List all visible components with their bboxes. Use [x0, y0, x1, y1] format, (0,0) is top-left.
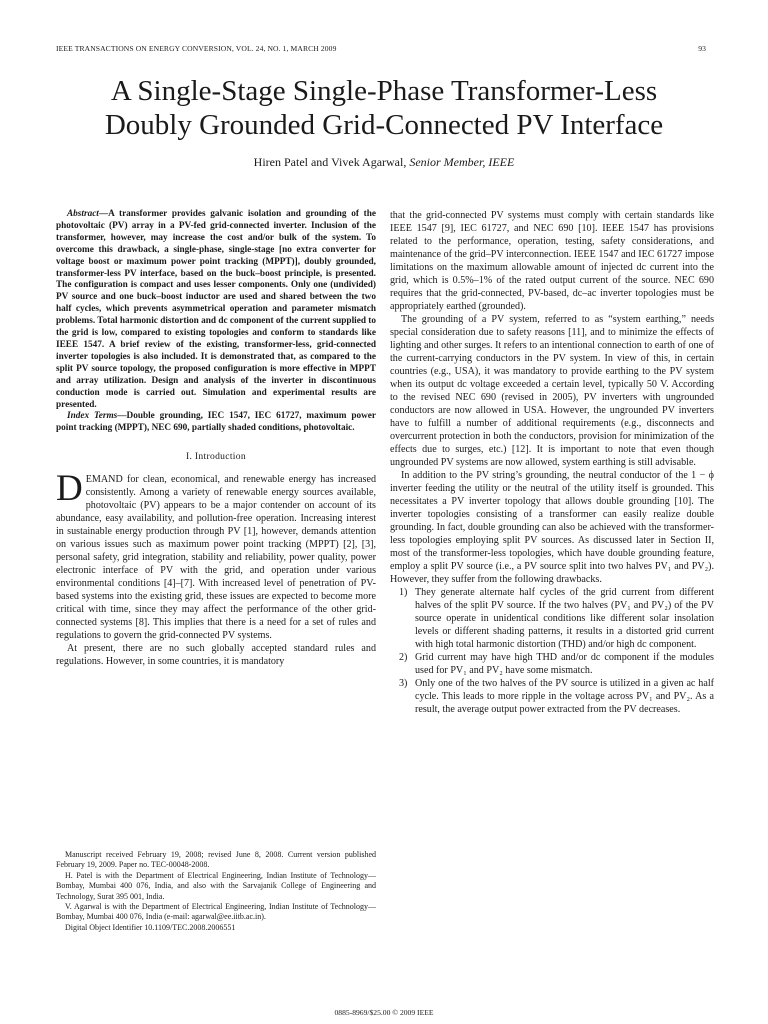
footnote-agarwal: V. Agarwal is with the Department of Electrical Engineering, Indian Institute of Technology—Bombay, Mumbai 400 076, India (e-mail: agarwal@ee.iitb.ac.in).: [56, 902, 376, 922]
page-number: 93: [698, 44, 706, 53]
footnote-patel: H. Patel is with the Department of Electrical Engineering, Indian Institute of Technology—Bombay, Mumbai 400 076, India, and also with the Sarvajanik College of Engineering and Technology, Surat 395 001, India.: [56, 870, 376, 901]
abstract-lead: Abstract: [67, 209, 99, 219]
index-terms-lead: Index Terms: [67, 411, 118, 422]
footnote-received: Manuscript received February 19, 2008; revised June 8, 2008. Current version published February 19, 2009. Paper no. TEC-00048-2008.: [56, 850, 376, 870]
title-line-2: Doubly Grounded Grid-Connected PV Interface: [104, 109, 664, 141]
author-line: [40, 155, 728, 170]
list-item-text: They generate alternate half cycles of the grid current from different halves of the split PV source. If the two halves (PV₁ and PV₂) of the PV source operate in unidentical conditions like different solar insolation levels or different shading patterns, it results in a distorted grid current with high total harmonic distortion (THD) and/or high dc component.: [415, 587, 714, 650]
drawbacks-list: [390, 586, 714, 716]
section-heading-introduction: I. Introduction: [186, 451, 246, 463]
right-paragraph-1: that the grid-connected PV systems must comply with certain standards like IEEE 1547 [9], IEC 61727, and NEC 690 [10]. IEEE 1547 has provisions related to the performance, operation, testing, safety considerations, and maintenance of the grid–PV interconnection. IEEE 1547 and IEC 61727 impose limitations on the maximum allowable amount of injected dc current into the grid, which is 0.5%–1% of the rated output current of the source. NEC 690 requires that the grid-connected, PV-based, dc–ac inverter topologies must be appropriately earthed (grounded).: [390, 210, 714, 312]
list-item-number: 3): [399, 678, 408, 689]
index-terms: [56, 411, 376, 435]
right-paragraph-2: The grounding of a PV system, referred to as “system earthing,” needs special consideration due to safety reasons [11], and to minimize the effects of lighting and other surges. It refers to an intentional connection to earth of one of the current-carrying conductors in the PV system. In view of this, in certain countries (e.g., USA), it was mandatory to provide earthing to the PV system when its output dc voltage exceeded a certain level, typically 50 V. According to the revised NEC 690 (revised in 2005), PV inverters with ungrounded conductors are now allowed in USA. However, the ungrounded PV inverters have to fulfill a number of additional requirements (e.g., disconnects and overcurrent protection in both the conductors, provision for minimization of the effects due to surges, etc.) [12]. It is important to note that even though ungrounded PV systems are now allowed, system earthing is still advisable.: [390, 314, 714, 468]
running-head: [56, 44, 706, 56]
intro-paragraph-2: At present, there are no such globally accepted standard rules and regulations. However, in some countries, it is mandatory: [56, 643, 376, 668]
list-item-number: 1): [399, 587, 408, 598]
author-names: Hiren Patel and Vivek Agarwal,: [253, 155, 410, 169]
right-paragraph-3: In addition to the PV string’s grounding, the neutral conductor of the 1 − ϕ inverter feeding the utility or the neutral of the utility itself is grounded. This necessitates a PV inverter topology that allows double grounding [10]. The inverter topologies consisting of a transformer can easily realize double grounding. In fact, double grounding can also be achieved with the transformer-less topologies employing split PV sources. As discussed later in Section II, most of the transformer-less topologies, which have double grounding feature, employ a split PV source (i.e., a PV source split into two halves PV₁ and PV₂). However, they suffer from the following drawbacks.: [390, 470, 714, 585]
list-item-text: Only one of the two halves of the PV source is utilized in a given ac half cycle. This leads to more ripple in the voltage across PV₁ and PV₂. As a result, the average output power extracted from the PV decreases.: [415, 678, 714, 715]
paper-title: [40, 74, 728, 142]
index-terms-body: —Double grounding, IEC 1547, IEC 61727, maximum power point tracking (MPPT), NEC 690, partially shaded conditions, photovoltaic.: [56, 411, 376, 434]
list-item: [390, 651, 714, 677]
drop-cap: D: [56, 468, 83, 510]
author-membership: Senior Member, IEEE: [409, 155, 515, 169]
abstract-body: —A transformer provides galvanic isolation and grounding of the photovoltaic (PV) array in a PV-fed grid-connected inverter. Inclusion of the transformer, however, may increase the cost and/or bulk of the system. To overcome this drawback, a single-phase, single-stage [no extra converter for voltage boost or maximum power point tracking (MPPT)], doubly grounded, transformer-less PV interface, based on the buck–boost principle, is presented. The configuration is compact and uses lesser components. Only one (undivided) PV source and one buck–boost inductor are used and shared between the two half cycles, which prevents asymmetrical operation and parameter mismatch problems. Total harmonic distortion and dc component of the current supplied to the grid is low, compared to existing topologies and conform to standards like IEEE 1547. A brief review of the existing, transformer-less, grid-connected inverter topologies is also included. It is demonstrated that, as compared to the split PV source topology, the proposed configuration is more effective in MPPT and array utilization. Design and analysis of the inverter in discontinuous conduction mode is carried out. Simulation and experimental results are presented.: [56, 209, 376, 410]
right-column: [390, 209, 714, 716]
list-item: [390, 677, 714, 716]
list-item-number: 2): [399, 652, 408, 663]
copyright-notice: 0885-8969/$25.00 © 2009 IEEE: [334, 1008, 434, 1017]
list-item: [390, 586, 714, 651]
left-column: [56, 209, 376, 668]
intro-paragraph-1: [56, 468, 376, 642]
intro-paragraph-1-text: EMAND for clean, economical, and renewable energy has increased consistently. Among a variety of renewable energy sources available, photovoltaic (PV) appears to be a major contender on account of its abundance, easy availability, and pollution-free operation. Increasing interest in sustainable energy production through PV [1], however, demands attention on various issues such as maximum power point tracking (MPPT) [2], [3], personal safety, grid integration, stability and reliability, power quality, power electronic interface of PV with the grid, and operation under various environmental conditions [4]–[7]. With increased level of penetration of PV-based systems into the existing grid, these issues are expected to become more critical with time, since they may affect the performance of the other grid-connected systems [8]. This implies that there is a need for a set of rules and regulations to govern the grid-connected PV systems.: [56, 474, 376, 642]
list-item-text: Grid current may have high THD and/or dc component if the modules used for PV₁ and PV₂ have some mismatch.: [415, 652, 714, 676]
footnote-doi: Digital Object Identifier 10.1109/TEC.2008.2006551: [65, 922, 236, 932]
journal-name: IEEE TRANSACTIONS ON ENERGY CONVERSION, VOL. 24, NO. 1, MARCH 2009: [56, 44, 337, 53]
title-line-1: A Single-Stage Single-Phase Transformer-Less: [110, 75, 658, 107]
footnotes: [56, 850, 376, 933]
abstract: [56, 209, 376, 411]
